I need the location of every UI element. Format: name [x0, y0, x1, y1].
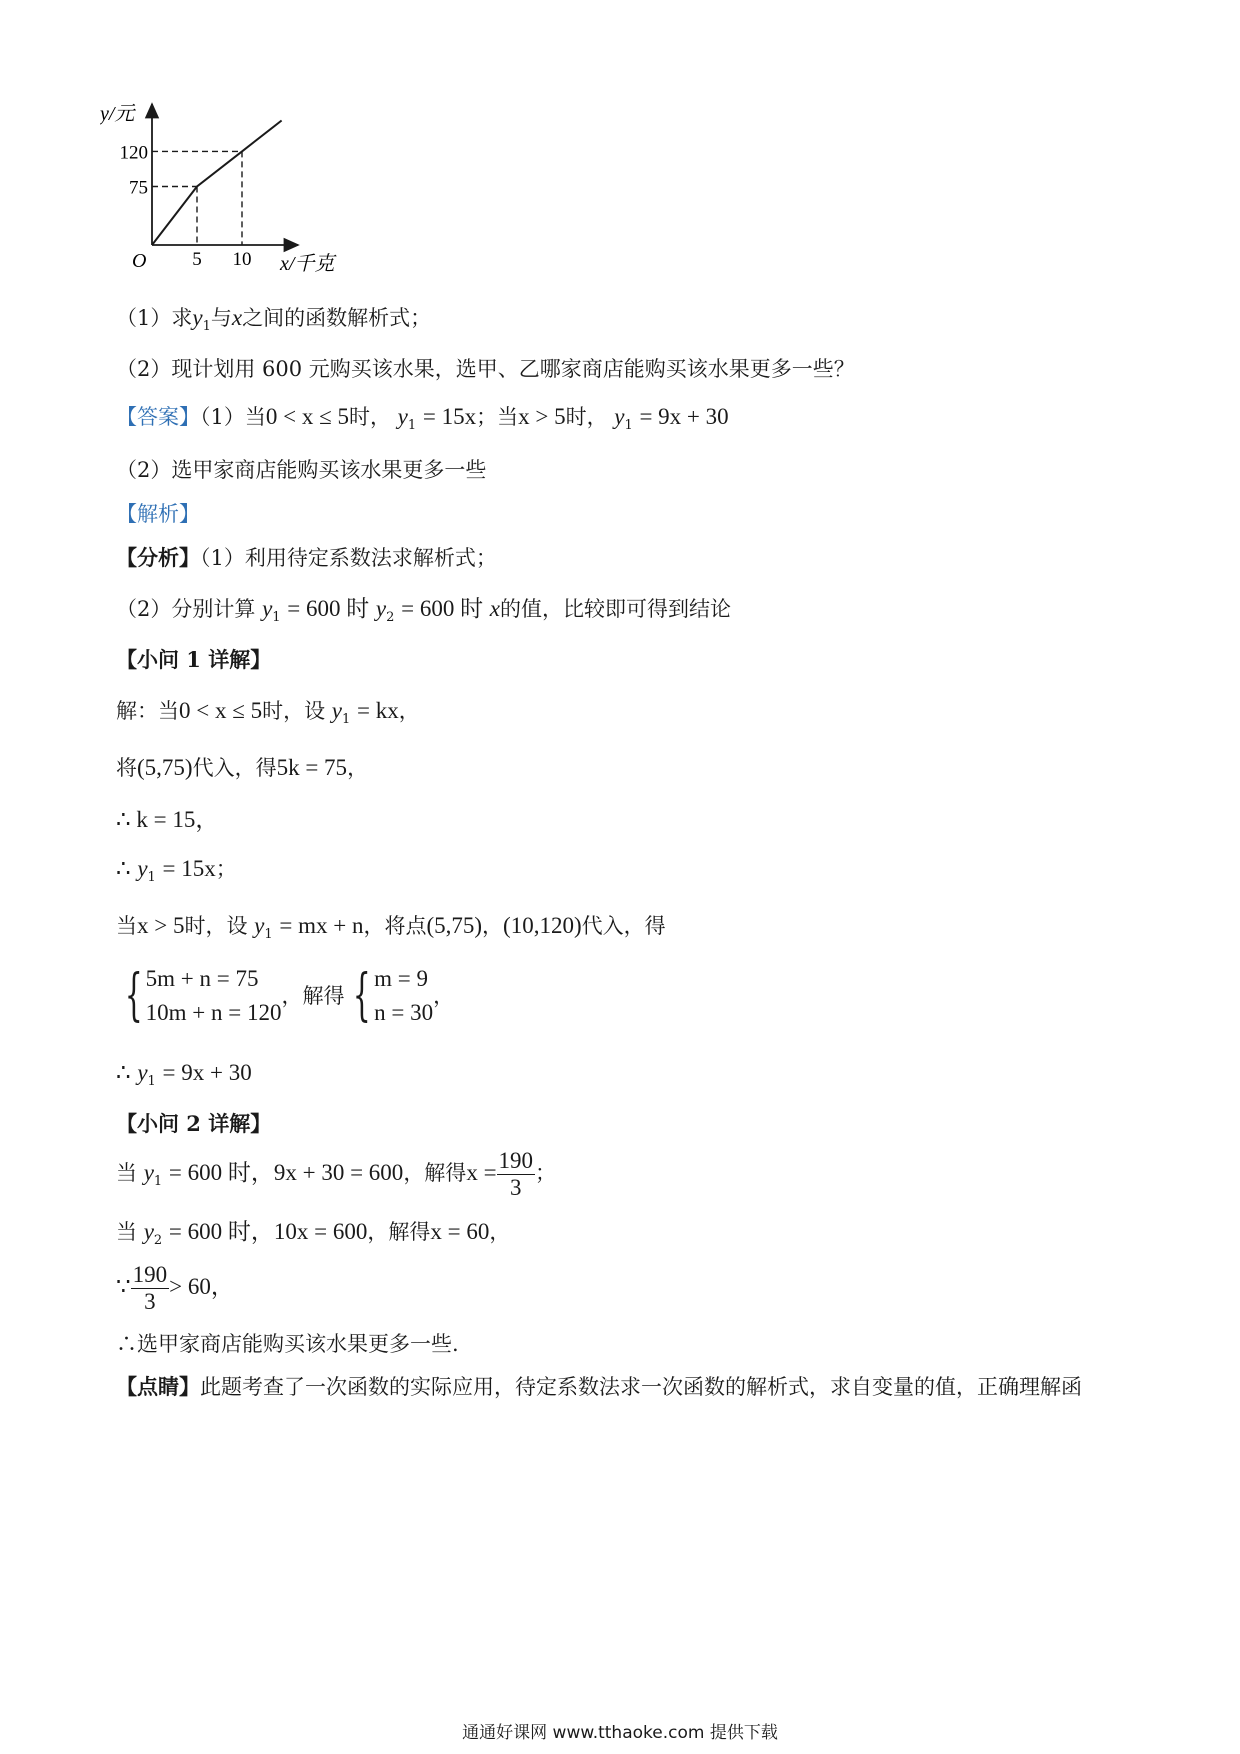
answer-expr-2: = 9x + 30 [639, 404, 729, 429]
expr: 5k = 75 [276, 755, 348, 780]
var-y: y [192, 305, 203, 330]
expr: > 60， [169, 1274, 234, 1299]
part2-line-2 [116, 1218, 510, 1255]
fraction [497, 1148, 536, 1201]
answer-tag: 【答案】 [116, 405, 200, 429]
text: ，解得 [367, 1220, 431, 1244]
fenxi-text: 的值，比较即可得到结论 [500, 597, 731, 621]
because: ∵ [116, 1274, 131, 1299]
x-tick-label: 10 [232, 249, 252, 270]
function-graph [100, 100, 400, 310]
fraction [131, 1262, 170, 1315]
var-y: y [254, 913, 265, 938]
expr: 9x + 30 = 600 [273, 1160, 404, 1185]
denominator: 3 [510, 1175, 522, 1200]
fenxi-expr: = 600 时 [401, 596, 484, 621]
answer-condition-2: x > 5 [518, 404, 566, 429]
text: 当 [116, 1220, 137, 1244]
q1-text: （1）求 [116, 306, 193, 330]
eq: 10m + n = 120 [145, 1000, 282, 1025]
comment-text: 此题考查了一次函数的实际应用，待定系数法求一次函数的解析式，求自变量的值，正确理解函 [200, 1375, 1082, 1399]
answer-text: ；当 [476, 405, 519, 429]
answer-text: （1）当 [200, 405, 266, 429]
expr: x = 60 [430, 1219, 490, 1244]
part2-line-4: ∴选甲家商店能购买该水果更多一些. [116, 1332, 459, 1356]
expr: 0 < x ≤ 5 [179, 698, 263, 723]
part1-line-3: ∴ k = 15， [116, 807, 219, 832]
text: ，解得 [281, 984, 345, 1008]
part1-title: 【小问 1 详解】 [116, 647, 272, 672]
fenxi-text: （1）利用待定系数法求解析式； [200, 546, 497, 570]
expr: (5,75) [426, 913, 483, 938]
expr: = 600 时， [168, 1219, 274, 1244]
answer-line-1 [116, 403, 729, 440]
comment-line [116, 1373, 1082, 1401]
sub-1: 1 [407, 418, 417, 433]
numerator: 190 [498, 1148, 534, 1173]
eq: m = 9 [374, 966, 428, 991]
analysis-line-2 [116, 595, 731, 632]
fenxi-tag: 【分析】 [116, 545, 200, 570]
answer-condition-1: 0 < x ≤ 5 [265, 404, 349, 429]
text: ， [347, 756, 369, 780]
therefore: ∴ [116, 1060, 131, 1085]
text: 当 [116, 914, 137, 938]
var-x: x [231, 305, 243, 330]
expr: 10x = 600 [273, 1219, 368, 1244]
var-y: y [143, 1219, 154, 1244]
analysis-tag: 【解析】 [116, 502, 200, 526]
var-y: y [137, 856, 148, 881]
text: ； [215, 857, 237, 881]
therefore: ∴ [116, 856, 131, 881]
text: 时，设 [262, 699, 326, 723]
x-tick-label: 5 [192, 249, 202, 270]
text: ，将点 [363, 914, 427, 938]
text: 代入，得 [192, 756, 277, 780]
sub-1: 1 [153, 1174, 163, 1189]
sub-1: 1 [147, 870, 156, 885]
expr: (10,120) [503, 913, 582, 938]
sub-1: 1 [272, 610, 281, 625]
part1-line-7 [116, 1059, 252, 1096]
var-y: y [262, 596, 273, 621]
text: 代入，得 [581, 914, 666, 938]
y-axis-label: y/元 [100, 103, 135, 125]
text: 当 [116, 1161, 137, 1185]
expr: = kx [356, 698, 399, 723]
brace-icon: { [124, 963, 143, 1028]
sub-1: 1 [202, 319, 211, 334]
origin-label: O [132, 250, 147, 272]
sub-1: 1 [624, 418, 633, 433]
text: 解：当 [116, 699, 179, 723]
answer-line-2: （2）选甲家商店能购买该水果更多一些 [116, 458, 487, 482]
expr: = 9x + 30 [162, 1060, 252, 1085]
brace-icon: { [353, 963, 372, 1028]
var-y: y [375, 596, 387, 621]
expr: = 600 时， [168, 1160, 274, 1185]
text: ， [482, 914, 504, 938]
expr: = 15x [162, 856, 216, 881]
text: ，解得 [403, 1161, 467, 1185]
system-2 [374, 962, 433, 1030]
text: 将 [116, 756, 137, 780]
eq: n = 30 [374, 1000, 434, 1025]
answer-text: 时， [348, 405, 391, 429]
denominator: 3 [144, 1289, 156, 1314]
expr: x = [466, 1160, 497, 1185]
answer-text: 时， [565, 405, 608, 429]
var-x: x [489, 596, 500, 621]
x-axis-label: x/千克 [280, 253, 335, 275]
analysis-line-1 [116, 544, 497, 572]
eq: 5m + n = 75 [145, 966, 259, 991]
comment-tag: 【点睛】 [116, 1374, 200, 1399]
sub-2: 2 [386, 610, 395, 625]
y-tick-label: 75 [129, 177, 148, 199]
fenxi-text: （2）分别计算 [116, 597, 256, 621]
sub-1: 1 [147, 1074, 156, 1089]
part2-line-1 [116, 1148, 556, 1201]
expr: x > 5 [137, 913, 185, 938]
sub-2: 2 [153, 1233, 163, 1248]
var-y: y [331, 698, 343, 723]
text: 时，设 [184, 914, 248, 938]
y-tick-label: 120 [119, 142, 148, 164]
part1-line-4 [116, 855, 237, 892]
expr: = mx + n [279, 913, 364, 938]
var-y: y [137, 1060, 148, 1085]
part2-line-3 [116, 1262, 234, 1315]
q1-tail: 之间的函数解析式； [242, 306, 432, 330]
part1-line-5 [116, 912, 666, 949]
part1-line-1 [116, 697, 420, 734]
text: ， [489, 1220, 511, 1244]
sub-1: 1 [342, 712, 351, 727]
page-footer: 通通好课网 www.tthaoke.com 提供下载 [462, 1723, 778, 1743]
part1-system [116, 962, 454, 1030]
series-line [152, 121, 282, 245]
question-2: （2）现计划用 600 元购买该水果，选甲、乙哪家商店能购买该水果更多一些？ [116, 357, 855, 381]
expr: (5,75) [137, 755, 193, 780]
text: ， [433, 984, 455, 1008]
part2-title: 【小问 2 详解】 [116, 1111, 272, 1136]
text: ； [535, 1161, 557, 1185]
var-y: y [614, 404, 625, 429]
numerator: 190 [132, 1262, 168, 1287]
sub-1: 1 [264, 927, 273, 942]
question-1 [116, 304, 431, 341]
var-y: y [143, 1160, 154, 1185]
fenxi-expr: = 600 时 [287, 596, 370, 621]
text: ， [398, 699, 420, 723]
system-1 [146, 962, 282, 1030]
q1-rest: 与 [210, 306, 232, 330]
part1-line-2 [116, 754, 368, 782]
var-y: y [397, 404, 408, 429]
answer-expr-1: = 15x [422, 404, 477, 429]
